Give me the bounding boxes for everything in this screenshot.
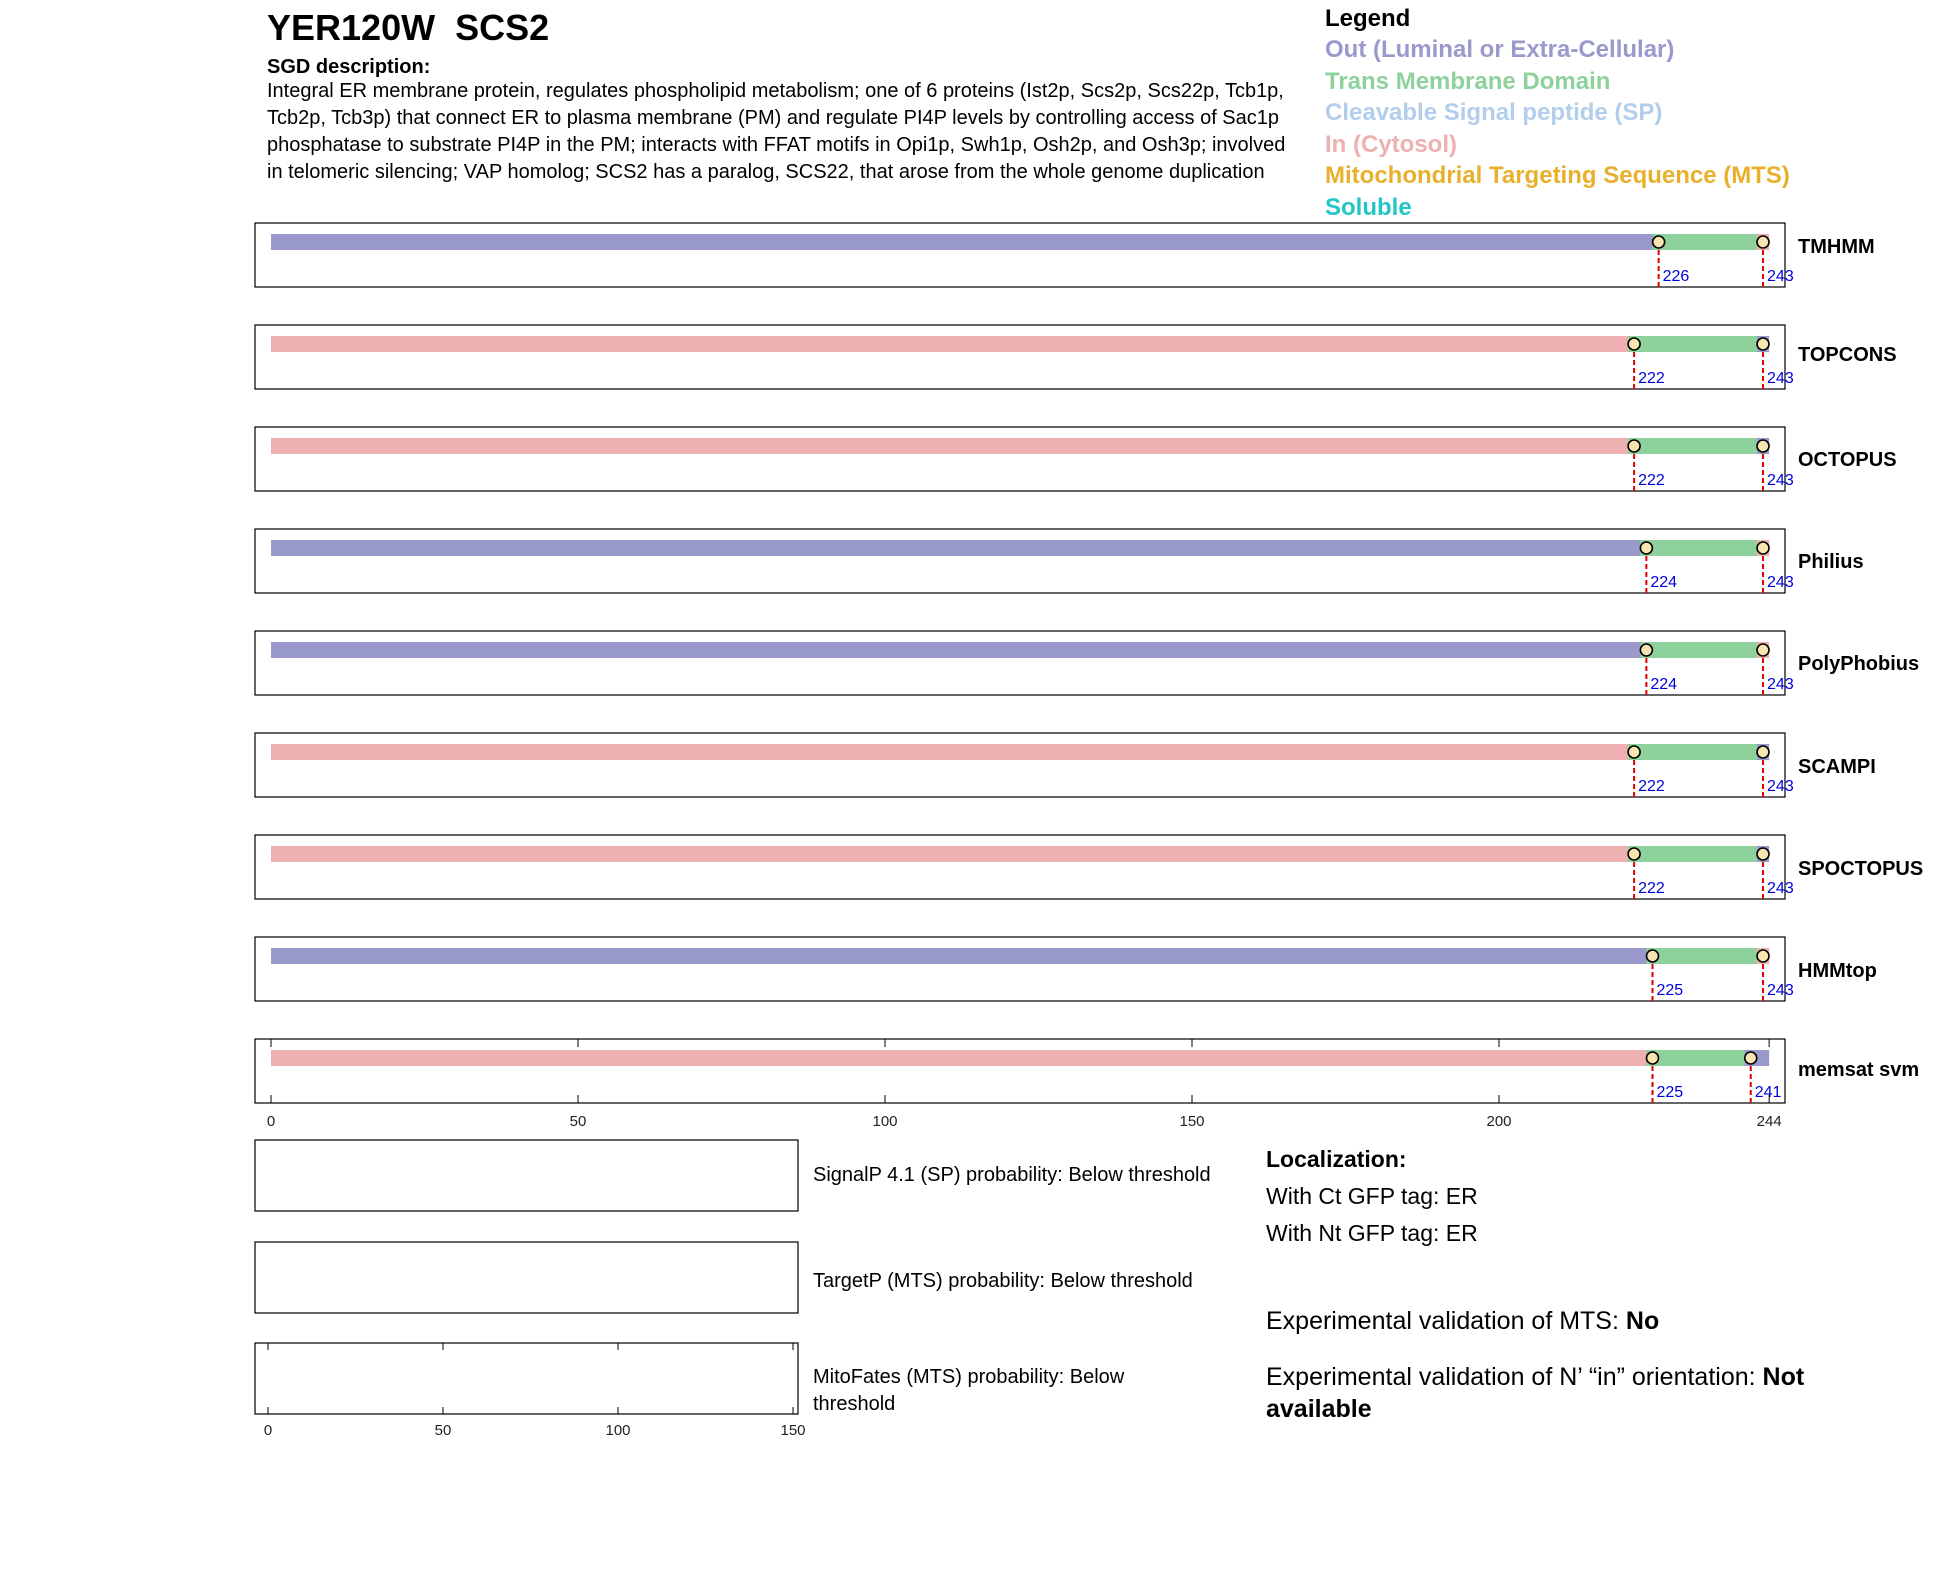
boundary-marker-polyphobius	[1757, 644, 1769, 656]
boundary-marker-octopus	[1757, 440, 1769, 452]
track-box-memsat-svm	[255, 1039, 1785, 1103]
boundary-label-philius: 224	[1650, 574, 1678, 591]
segment-in-topcons	[271, 336, 1634, 352]
legend-item-mts: Mitochondrial Targeting Sequence (MTS)	[1325, 162, 1790, 190]
boundary-marker-octopus	[1628, 440, 1640, 452]
probability-x-tick-label: 150	[780, 1422, 806, 1439]
segment-out-hmmtop	[271, 948, 1653, 964]
description-heading: SGD description:	[267, 56, 431, 78]
boundary-label-topcons: 243	[1767, 370, 1794, 387]
boundary-marker-tmhmm	[1757, 236, 1769, 248]
boundary-label-polyphobius: 224	[1650, 676, 1678, 693]
probability-label-signalp: SignalP 4.1 (SP) probability: Below threshold	[813, 1164, 1211, 1186]
description-text: Integral ER membrane protein, regulates phospholipid metabolism; one of 6 proteins (Ist2p, Scs2p, Scs22p, Tcb1p, Tcb2p, Tcb3p) that connect ER to plasma membrane (PM) and regulate PI4P levels by controlling access of Sac1p phosphatase to substrate PI4P in the PM; interacts with FFAT motifs in Opi1p, Swh1p, Osh2p, and Osh3p; involved in telomeric silencing; VAP homolog; SCS2 has a paralog, SCS22, that arose from the whole genome duplication	[267, 80, 1286, 183]
segment-out-polyphobius	[271, 642, 1646, 658]
track-box-hmmtop	[255, 937, 1785, 1001]
segment-tm-memsat-svm	[1646, 1050, 1750, 1066]
segment-tm-hmmtop	[1646, 948, 1763, 964]
localization-nt-label: With Nt GFP tag:	[1266, 1220, 1440, 1246]
legend-item-in: In (Cytosol)	[1325, 130, 1457, 158]
segment-tm-spoctopus	[1628, 846, 1763, 862]
segment-tm-polyphobius	[1640, 642, 1763, 658]
track-name-memsat-svm: memsat svm	[1798, 1059, 1920, 1081]
segment-tm-scampi	[1628, 744, 1763, 760]
boundary-label-octopus: 243	[1767, 472, 1794, 489]
localization-ct-value: ER	[1445, 1183, 1478, 1209]
segment-tm-octopus	[1628, 438, 1763, 454]
validation-mts	[1266, 1305, 1906, 1337]
boundary-label-octopus: 222	[1638, 472, 1665, 489]
probability-x-tick-label: 100	[605, 1422, 631, 1439]
validation-orientation-label: Experimental validation of N’ “in” orientation:	[1266, 1363, 1756, 1391]
localization-ct	[1266, 1183, 1906, 1210]
boundary-label-spoctopus: 222	[1638, 880, 1665, 897]
probability-label-mitofates: MitoFates (MTS) probability: Below	[813, 1366, 1125, 1388]
track-name-tmhmm: TMHMM	[1798, 236, 1875, 258]
track-box-spoctopus	[255, 835, 1785, 899]
boundary-marker-hmmtop	[1757, 950, 1769, 962]
segment-tm-tmhmm	[1653, 234, 1764, 250]
track-name-octopus: OCTOPUS	[1798, 449, 1897, 471]
segment-out-philius	[271, 540, 1646, 556]
track-box-octopus	[255, 427, 1785, 491]
legend-item-sp: Cleavable Signal peptide (SP)	[1325, 99, 1663, 127]
track-name-polyphobius: PolyPhobius	[1798, 653, 1920, 675]
boundary-marker-memsat-svm	[1647, 1052, 1659, 1064]
segment-in-spoctopus	[271, 846, 1634, 862]
probability-box-1	[255, 1140, 798, 1211]
localization-heading: Localization:	[1266, 1146, 1407, 1172]
localization-panel	[1266, 1146, 1906, 1425]
x-tick-label: 0	[266, 1113, 276, 1130]
probability-x-tick-label: 50	[434, 1422, 452, 1439]
segment-in-memsat-svm	[271, 1050, 1653, 1066]
boundary-marker-hmmtop	[1647, 950, 1659, 962]
localization-ct-label: With Ct GFP tag:	[1266, 1183, 1440, 1209]
boundary-marker-tmhmm	[1653, 236, 1665, 248]
x-tick-label: 100	[872, 1113, 898, 1130]
x-tick-label: 150	[1179, 1113, 1205, 1130]
track-name-spoctopus: SPOCTOPUS	[1798, 858, 1924, 880]
boundary-marker-topcons	[1628, 338, 1640, 350]
boundary-label-memsat-svm: 225	[1656, 1084, 1684, 1101]
boundary-marker-scampi	[1757, 746, 1769, 758]
validation-mts-value: No	[1625, 1307, 1660, 1335]
x-tick-label: 200	[1486, 1113, 1512, 1130]
legend-item-tm: Trans Membrane Domain	[1325, 67, 1611, 95]
boundary-label-scampi: 222	[1638, 778, 1665, 795]
track-name-hmmtop: HMMtop	[1798, 960, 1877, 982]
track-box-polyphobius	[255, 631, 1785, 695]
boundary-label-polyphobius: 243	[1767, 676, 1794, 693]
track-box-scampi	[255, 733, 1785, 797]
boundary-label-memsat-svm: 241	[1754, 1084, 1782, 1101]
gene-name: SCS2	[455, 7, 550, 48]
boundary-label-hmmtop: 243	[1767, 982, 1794, 999]
boundary-marker-spoctopus	[1628, 848, 1640, 860]
boundary-marker-memsat-svm	[1745, 1052, 1757, 1064]
boundary-label-philius: 243	[1767, 574, 1794, 591]
localization-nt-value: ER	[1445, 1220, 1478, 1246]
probability-x-tick-label: 0	[263, 1422, 273, 1439]
probability-box-2	[255, 1242, 798, 1313]
segment-tm-philius	[1640, 540, 1763, 556]
probability-label-targetp: TargetP (MTS) probability: Below threshold	[813, 1270, 1193, 1292]
boundary-label-topcons: 222	[1638, 370, 1665, 387]
legend-item-out: Out (Luminal or Extra-Cellular)	[1325, 36, 1675, 63]
validation-mts-label: Experimental validation of MTS:	[1266, 1307, 1619, 1335]
boundary-label-scampi: 243	[1767, 778, 1794, 795]
gene-id: YER120W	[267, 7, 436, 48]
boundary-marker-scampi	[1628, 746, 1640, 758]
track-name-scampi: SCAMPI	[1798, 756, 1876, 778]
legend-item-soluble: Soluble	[1325, 193, 1412, 221]
boundary-label-tmhmm: 243	[1767, 268, 1794, 285]
boundary-label-tmhmm: 226	[1662, 268, 1690, 285]
boundary-marker-polyphobius	[1640, 644, 1652, 656]
track-box-topcons	[255, 325, 1785, 389]
boundary-marker-philius	[1757, 542, 1769, 554]
boundary-marker-philius	[1640, 542, 1652, 554]
validation-orientation	[1266, 1361, 1906, 1425]
validation-orientation-value: Not available	[1266, 1363, 1805, 1423]
boundary-marker-spoctopus	[1757, 848, 1769, 860]
track-name-philius: Philius	[1798, 551, 1864, 573]
localization-nt	[1266, 1220, 1906, 1247]
segment-in-scampi	[271, 744, 1634, 760]
track-box-tmhmm	[255, 223, 1785, 287]
track-name-topcons: TOPCONS	[1798, 344, 1897, 366]
segment-tm-topcons	[1628, 336, 1763, 352]
boundary-label-spoctopus: 243	[1767, 880, 1794, 897]
legend-title: Legend	[1325, 5, 1411, 32]
x-tick-label: 50	[569, 1113, 587, 1130]
x-tick-label: 244	[1756, 1113, 1782, 1130]
track-box-philius	[255, 529, 1785, 593]
boundary-label-hmmtop: 225	[1656, 982, 1684, 999]
probability-box-3	[255, 1343, 798, 1414]
probability-label-mitofates: threshold	[813, 1393, 896, 1415]
boundary-marker-topcons	[1757, 338, 1769, 350]
segment-in-octopus	[271, 438, 1634, 454]
segment-out-tmhmm	[271, 234, 1659, 250]
